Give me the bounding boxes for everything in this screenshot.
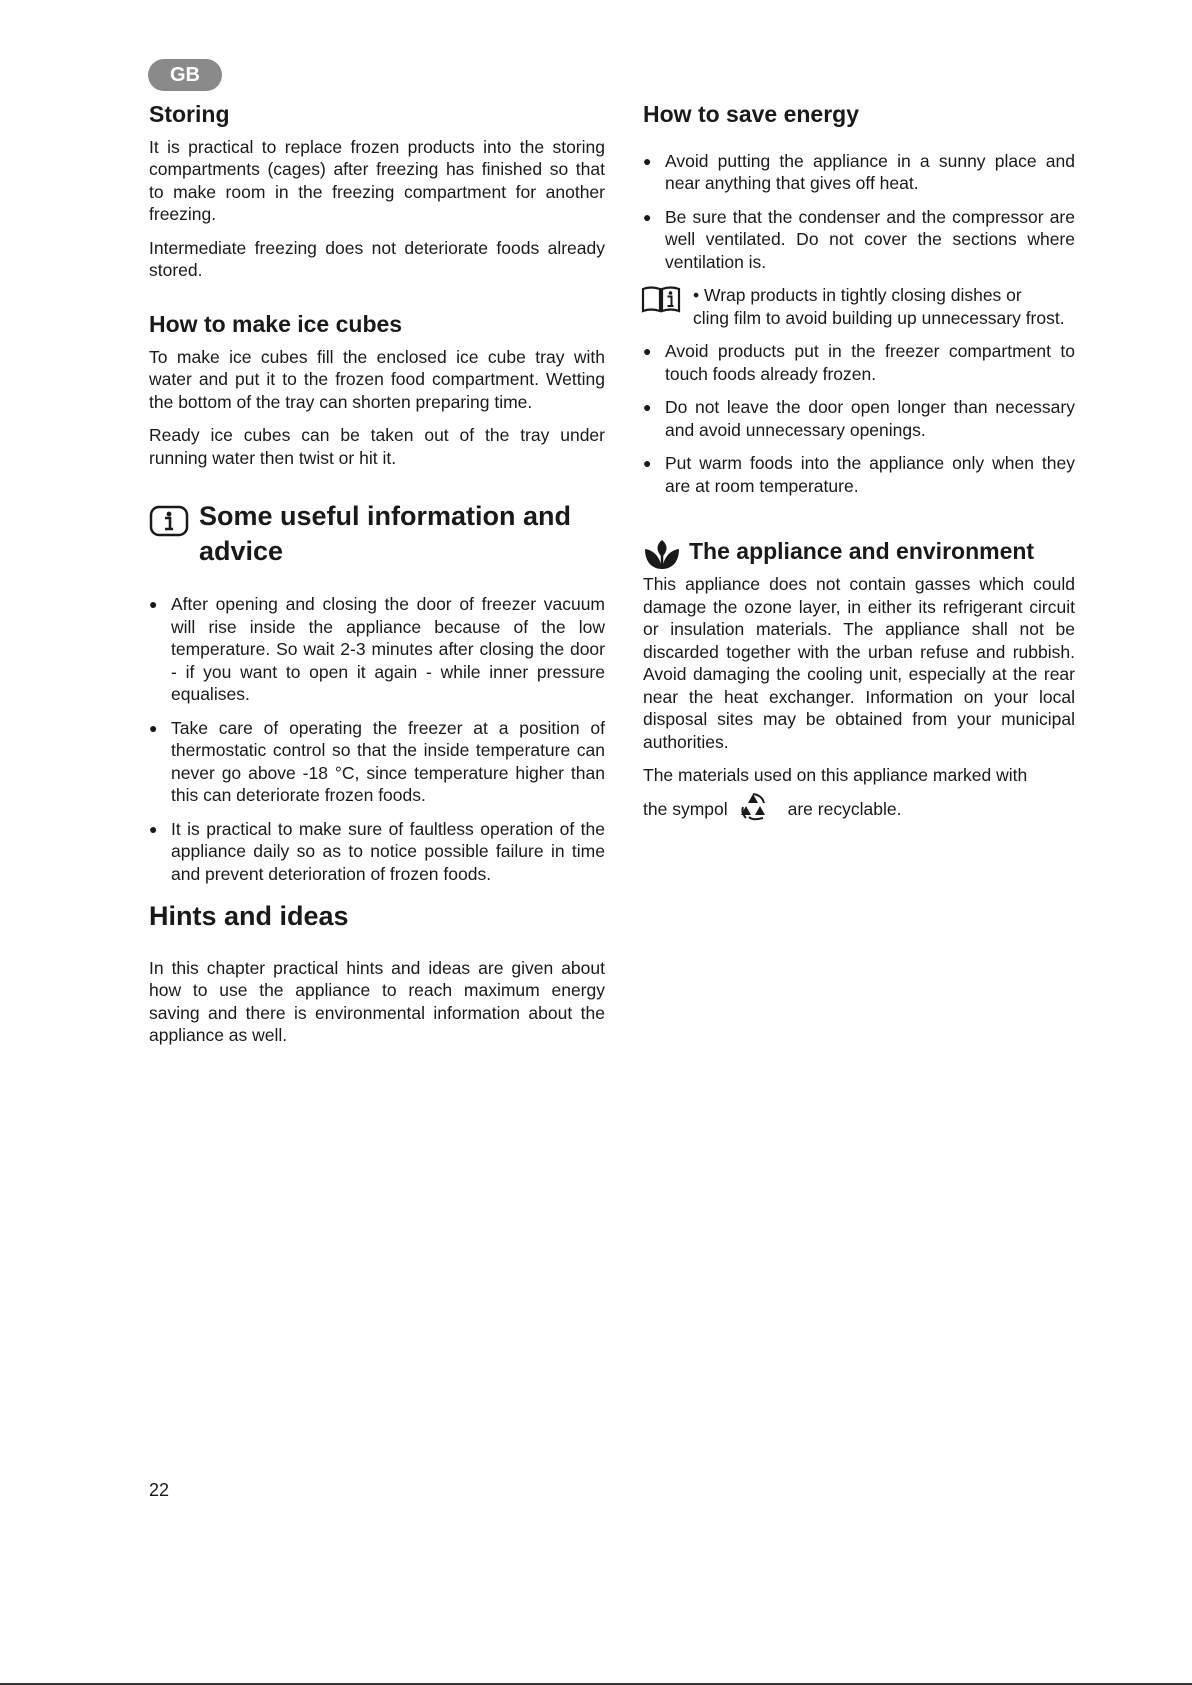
environment-section	[643, 537, 1075, 826]
useful-info-title-line1: Some useful information and	[199, 501, 572, 532]
book-info-item	[643, 284, 1075, 329]
bullet-icon: ●	[643, 343, 652, 360]
book-info-icon	[641, 285, 681, 313]
list-item: ● Avoid products put in the freezer compartment to touch foods already frozen.	[643, 341, 1075, 384]
ice-cubes-section	[149, 310, 605, 469]
page-number: 22	[149, 1480, 170, 1500]
ice-cubes-paragraph: Ready ice cubes can be taken out of the tray under running water then twist or hit it.	[149, 425, 605, 468]
materials-suffix: are recyclable.	[787, 798, 902, 819]
list-item: ● After opening and closing the door of freezer vacuum will rise inside the appliance because of the low temperature. So wait 2-3 minutes after closing the door - if you want to open it again - while inner pressure equalises.	[149, 594, 605, 705]
materials-line2	[643, 791, 1075, 827]
list-item: ● Avoid putting the appliance in a sunny place and near anything that gives off heat.	[643, 150, 1075, 194]
book-info-line1: • Wrap products in tightly closing dishes or	[693, 285, 1022, 306]
save-energy-title: How to save energy	[643, 101, 860, 127]
list-item: ● Put warm foods into the appliance only when they are at room temperature.	[643, 453, 1075, 496]
useful-info-title-line2: advice	[199, 536, 284, 567]
info-icon	[149, 505, 189, 537]
ice-cubes-paragraph: To make ice cubes fill the enclosed ice cube tray with water and put it to the frozen food compartment. Wetting the bottom of the tray can shorten preparing time.	[149, 346, 605, 412]
environment-heading	[643, 537, 1075, 573]
ice-cubes-title: How to make ice cubes	[149, 310, 403, 337]
hints-title: Hints and ideas	[149, 901, 349, 932]
storing-paragraph: Intermediate freezing does not deteriorate foods already stored.	[149, 237, 605, 281]
save-energy-list-continued	[643, 340, 1075, 497]
environment-paragraph: This appliance does not contain gasses which could damage the ozone layer, in either its refrigerant circuit or insulation materials. The appliance shall not be discarded together with the urban refuse and rubbish. Avoid damaging the cooling unit, especially at the rear near the heat exchanger. Information on your local disposal sites may be obtained from your municipal authorities.	[643, 574, 1075, 752]
useful-info-section	[149, 499, 605, 885]
hints-section	[149, 899, 605, 1046]
bullet-icon: ●	[149, 820, 158, 837]
materials-prefix: the sympol	[643, 798, 728, 819]
language-badge: GB	[148, 59, 222, 91]
bullet-icon: ●	[643, 399, 652, 416]
right-column	[643, 100, 1075, 826]
leaf-icon	[643, 539, 681, 571]
list-item: ● It is practical to make sure of faultless operation of the appliance daily so as to notice possible failure in time and prevent deterioration of frozen foods.	[149, 818, 605, 884]
bullet-icon: ●	[149, 719, 158, 736]
useful-info-heading	[149, 499, 605, 569]
useful-info-list	[149, 593, 605, 885]
list-item: ● Do not leave the door open longer than necessary and avoid unnecessary openings.	[643, 397, 1075, 440]
storing-section	[149, 100, 605, 282]
save-energy-section	[643, 100, 1075, 497]
list-item: ● Take care of operating the freezer at a position of thermostatic control so that the inside temperature can never go above -18 °C, since temperature higher than this can deteriorate frozen foods.	[149, 717, 605, 806]
left-column	[149, 100, 605, 1058]
list-item: ● Be sure that the condenser and the compressor are well ventilated. Do not cover the sections where ventilation is.	[643, 206, 1075, 272]
bullet-icon: ●	[643, 208, 652, 225]
storing-title: Storing	[149, 101, 230, 127]
bullet-icon: ●	[643, 152, 652, 169]
useful-info-title	[199, 499, 571, 569]
recycle-icon	[738, 791, 768, 827]
bullet-icon: ●	[643, 455, 652, 472]
book-info-rest: cling film to avoid building up unnecessary frost.	[693, 307, 1065, 328]
save-energy-list	[643, 150, 1075, 274]
environment-title: The appliance and environment	[689, 538, 1035, 565]
hints-paragraph: In this chapter practical hints and ideas are given about how to use the appliance to reach maximum energy saving and there is environmental information about the appliance as well.	[149, 957, 605, 1046]
materials-line1: The materials used on this appliance marked with	[643, 765, 1028, 786]
bullet-icon: ●	[149, 596, 158, 613]
storing-paragraph: It is practical to replace frozen products into the storing compartments (cages) after freezing has finished so that to make room in the freezing compartment for another freezing.	[149, 136, 605, 225]
